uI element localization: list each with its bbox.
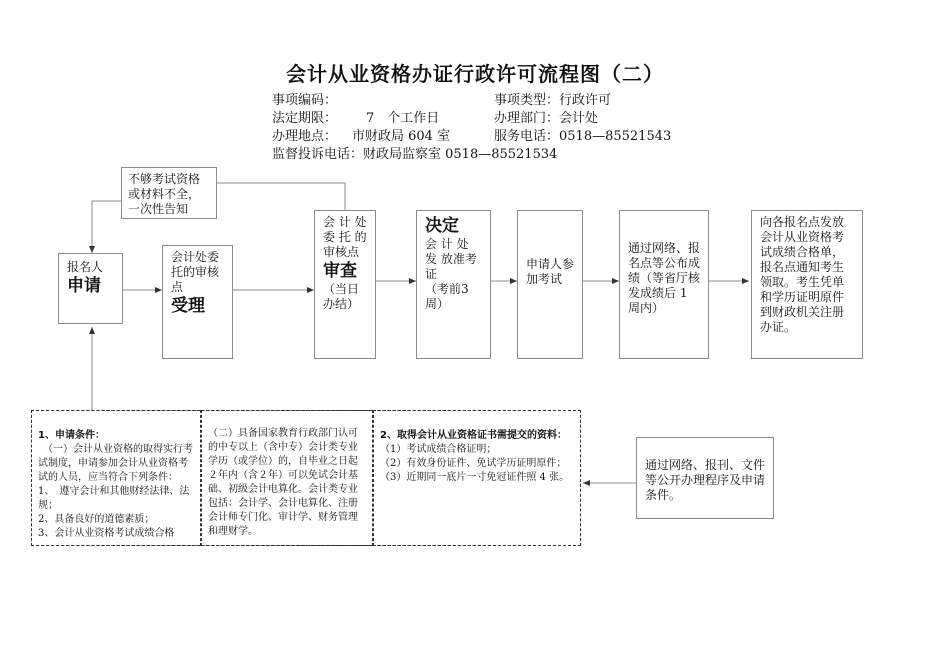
accept-step: 受理 [171,296,205,316]
materials-item-1: （1）考试成绩合格证明； [380,444,497,455]
decide-label: 会 计 处 发 放准考证 [425,237,477,281]
exam-box [517,210,583,359]
applicant-step: 申请 [67,276,101,296]
page-title: 会计从业资格办证行政许可流程图（二） [286,62,664,86]
results-box [619,210,709,359]
department: 办理部门：会计处 [494,111,599,126]
certificate-text: 向各报名点发放会计从业资格考试成绩合格单，报名点通知考生领取。考生凭单和学历证明原件到财政机关注册办证。 [760,215,845,334]
legal-term-label: 法定期限： [272,111,338,126]
conditions-title-1: 1、申请条件： [38,430,105,441]
review-step: 审查 [323,261,357,281]
materials-item-2: （2）有效身份证件、免试学历证明原件； [380,458,567,469]
accept-box [162,245,233,359]
notify-text: 不够考试资格或材料不全，一次性告知 [128,172,201,216]
accept-label: 会计处委托的审核点 [171,250,220,294]
decide-step: 决定 [425,216,459,236]
conditions-item-3: 3、会计从业资格考试成绩合格 [38,528,175,539]
exam-text: 申请人参加考试 [526,257,575,286]
conditions-col-3 [373,410,581,546]
review-note: （当日办结） [323,282,360,311]
certificate-box [751,210,863,359]
applicant-box [58,253,123,324]
conditions-body-1: （一）会计从业资格的取得实行考试制度，申请参加会计从业资格考试的人员，应当符合下列条件： [38,444,193,483]
decide-note: （考前3周） [425,282,469,311]
conditions-col-1 [31,410,201,546]
review-box [314,210,376,359]
item-code: 事项编码： [272,93,338,108]
conditions-item-2: 2、具备良好的道德素质； [38,514,155,525]
conditions-body-2: （二）具备国家教育行政部门认可的中专以上（含中专）会计类专业学历（或学位）的，自毕业之日起２年内（含２年）可以免试会计基础、初级会计电算化。会计类专业包括：会计学、会计电算化、注册会计师专门化、审计学、财务管理和理财学。 [208,428,358,537]
review-label: 会 计 处 委 托 的 审核点 [323,215,367,259]
results-text: 通过网络、报名点等公布成绩（等省厅核发成绩后 1 周内） [628,241,701,315]
notify-box [121,167,217,219]
applicant-label: 报名人 [67,260,104,274]
publish-text: 通过网络、报刊、文件等公开办理程序及申请条件。 [645,458,766,502]
conditions-col-2 [201,410,373,546]
location-label: 办理地点： [272,129,338,144]
publish-box [636,437,774,519]
materials-item-3: （3）近期同一底片一寸免冠证件照 4 张。 [380,472,570,483]
decide-box [416,210,491,359]
item-type: 事项类型：行政许可 [494,93,612,108]
service-phone: 服务电话：0518—85521543 [494,129,672,144]
materials-title: 2、取得会计从业资格证书需提交的资料： [380,430,567,441]
location-value: 市财政局 604 室 [352,129,451,144]
complaint-phone: 监督投诉电话：财政局监察室 0518—85521534 [272,147,558,162]
conditions-item-1: 1、 遵守会计和其他财经法律、法规； [38,486,190,511]
legal-term-value: 7 个工作日 [366,111,440,126]
